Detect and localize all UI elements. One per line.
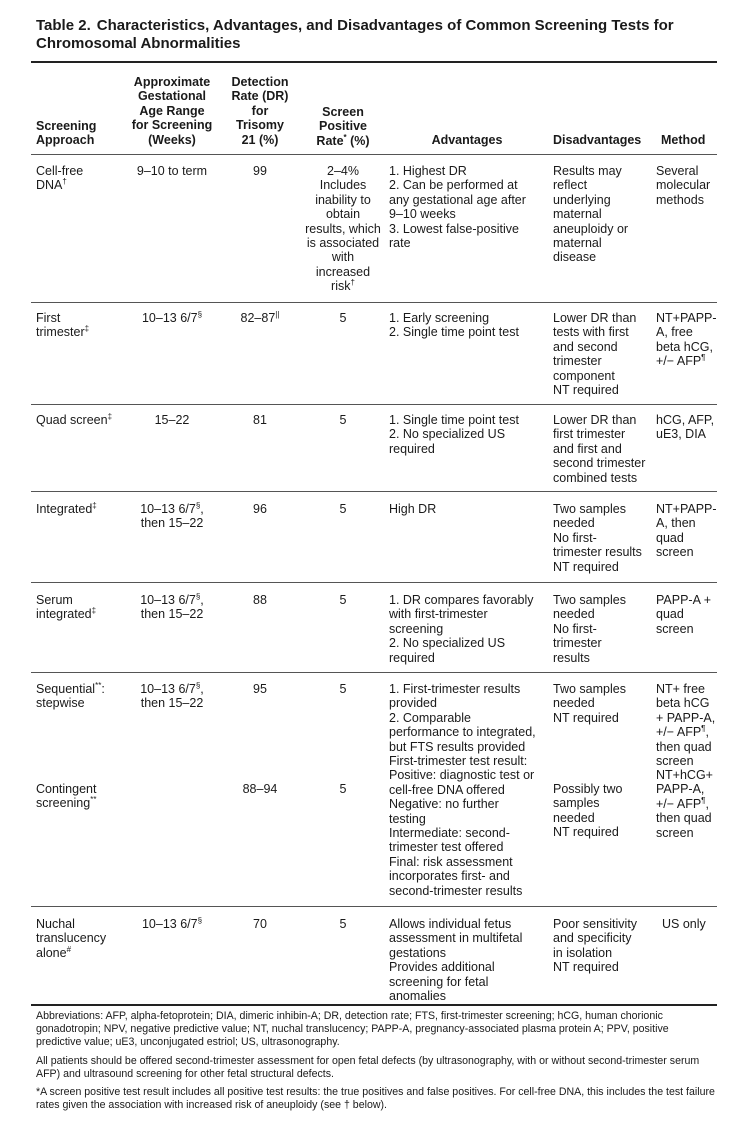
row-quad-dr: 81 [253, 413, 267, 427]
row-quad-advantages: 1. Single time point test 2. No specialized US required [389, 413, 519, 456]
row-nuchal-dr: 70 [253, 917, 267, 931]
row-rule [31, 906, 717, 907]
header-detection-rate: Detection Rate (DR) for Trisomy 21 (%) [231, 75, 289, 147]
row-contingent-dr: 88–94 [242, 782, 278, 796]
row-cellfree-age: 9–10 to term [136, 164, 208, 178]
table-title-text: Characteristics, Advantages, and Disadvantages of Common Screening Tests for Chromosomal Abnormalities [36, 17, 674, 52]
row-first-trimester-method: NT+PAPP- A, free beta hCG, +/− AFP¶ [656, 311, 717, 369]
row-integrated-approach: Integrated‡ [36, 500, 97, 516]
row-sequential-advantages: 1. First-trimester results provided 2. Comparable performance to integrated, but FTS results provided First-trimester test result: Positive: diagnostic test or cell-free DNA offered Negative: no further testing Intermediate: second- trimester test offered Final: risk assessment incorporates first- and second-trimester results [389, 682, 536, 898]
row-sequential-approach: Sequential**: stepwise [36, 680, 105, 711]
row-nuchal-spr: 5 [339, 917, 347, 931]
row-serum-integrated-disadvantages: Two samples needed No first- trimester results [553, 593, 626, 665]
row-first-trimester-spr: 5 [339, 311, 347, 325]
row-cellfree-advantages: 1. Highest DR 2. Can be performed at any gestational age after 9–10 weeks 3. Lowest false-positive rate [389, 164, 526, 251]
row-first-trimester-dr: 82–87|| [240, 309, 280, 325]
row-nuchal-disadvantages: Poor sensitivity and specificity in isolation NT required [553, 917, 638, 975]
row-serum-integrated-approach: Serum integrated‡ [36, 593, 97, 622]
header-rule [31, 154, 717, 155]
row-contingent-approach: Contingent screening** [36, 782, 97, 811]
row-first-trimester-approach: First trimester‡ [36, 311, 90, 340]
row-cellfree-dr: 99 [253, 164, 267, 178]
row-rule [31, 672, 717, 673]
row-rule [31, 404, 717, 405]
row-contingent-spr: 5 [339, 782, 347, 796]
footnotes [36, 1010, 716, 1117]
row-quad-spr: 5 [339, 413, 347, 427]
row-integrated-advantages: High DR [389, 502, 437, 516]
row-sequential-dr: 95 [253, 682, 267, 696]
footnote-screen-positive: *A screen positive test result includes all positive test results: the true positives and false positives. For cell-free DNA, this includes the test failure rates given the association with increased risk of aneuploidy (see † below). [36, 1086, 715, 1112]
row-serum-integrated-dr: 88 [253, 593, 267, 607]
row-quad-approach: Quad screen‡ [36, 411, 113, 427]
header-screening-approach: Screening Approach [36, 119, 97, 148]
header-screen-positive-rate: Screen Positive Rate* (%) [316, 105, 370, 148]
row-quad-method: hCG, AFP, uE3, DIA [656, 413, 715, 442]
row-rule [31, 582, 717, 583]
row-sequential-disadvantages: Two samples needed NT required [553, 682, 626, 725]
header-method: Method [661, 133, 706, 147]
footnote-abbreviations: Abbreviations: AFP, alpha-fetoprotein; DIA, dimeric inhibin-A; DR, detection rate; FTS, first-trimester screening; hCG, human chorionic gonadotropin; NPV, negative predictive value; NT, nuchal translucency; PAPP-A, pregnancy-associated plasma protein A; PPV, positive predictive value; uE3, unconjugated estriol; US, ultrasonography. [36, 1010, 669, 1049]
top-rule [31, 61, 717, 63]
row-integrated-disadvantages: Two samples needed No first- trimester results NT required [553, 502, 642, 574]
row-first-trimester-disadvantages: Lower DR than tests with first and second trimester component NT required [553, 311, 637, 398]
row-first-trimester-age: 10–13 6/7§ [141, 309, 203, 325]
row-nuchal-method: US only [662, 917, 706, 931]
row-cellfree-spr: 2–4% Includes inability to obtain results, which is associated with increased risk† [305, 164, 381, 294]
row-quad-age: 15–22 [154, 413, 190, 427]
bottom-rule [31, 1004, 717, 1006]
row-rule [31, 491, 717, 492]
row-cellfree-approach: Cell-free DNA† [36, 164, 84, 193]
row-sequential-age: 10–13 6/7§, then 15–22 [140, 680, 204, 711]
row-serum-integrated-spr: 5 [339, 593, 347, 607]
row-contingent-method: NT+hCG+ PAPP-A, +/− AFP¶, then quad screen [656, 768, 713, 840]
header-age-range: Approximate Gestational Age Range for Screening (Weeks) [131, 75, 213, 147]
header-disadvantages: Disadvantages [553, 133, 642, 147]
header-advantages: Advantages [431, 133, 503, 147]
row-integrated-age: 10–13 6/7§, then 15–22 [140, 500, 204, 531]
table-title [36, 17, 716, 53]
row-sequential-spr: 5 [339, 682, 347, 696]
row-nuchal-age: 10–13 6/7§ [141, 915, 203, 931]
row-cellfree-disadvantages: Results may reflect underlying maternal aneuploidy or maternal disease [553, 164, 629, 265]
row-sequential-method: NT+ free beta hCG + PAPP-A, +/− AFP¶, then quad screen [656, 682, 716, 769]
row-integrated-dr: 96 [253, 502, 267, 516]
row-integrated-spr: 5 [339, 502, 347, 516]
row-integrated-method: NT+PAPP- A, then quad screen [656, 502, 717, 560]
row-contingent-disadvantages: Possibly two samples needed NT required [553, 782, 623, 840]
row-nuchal-advantages: Allows individual fetus assessment in multifetal gestations Provides additional screening for fetal anomalies [389, 917, 523, 1004]
row-first-trimester-advantages: 1. Early screening 2. Single time point test [389, 311, 519, 340]
row-cellfree-method: Several molecular methods [656, 164, 711, 207]
row-nuchal-approach: Nuchal translucency alone# [36, 917, 107, 960]
row-rule [31, 302, 717, 303]
table-label: Table 2. [36, 17, 91, 34]
row-quad-disadvantages: Lower DR than first trimester and first and second trimester combined tests [553, 413, 646, 485]
row-serum-integrated-age: 10–13 6/7§, then 15–22 [140, 591, 204, 622]
row-serum-integrated-method: PAPP-A + quad screen [656, 593, 712, 636]
footnote-all-patients: All patients should be offered second-trimester assessment for open fetal defects (by ultrasonography, with or without second-trimester serum AFP) and ultrasound screening for other fetal structural defects. [36, 1054, 700, 1080]
row-serum-integrated-advantages: 1. DR compares favorably with first-trimester screening 2. No specialized US required [389, 593, 534, 665]
